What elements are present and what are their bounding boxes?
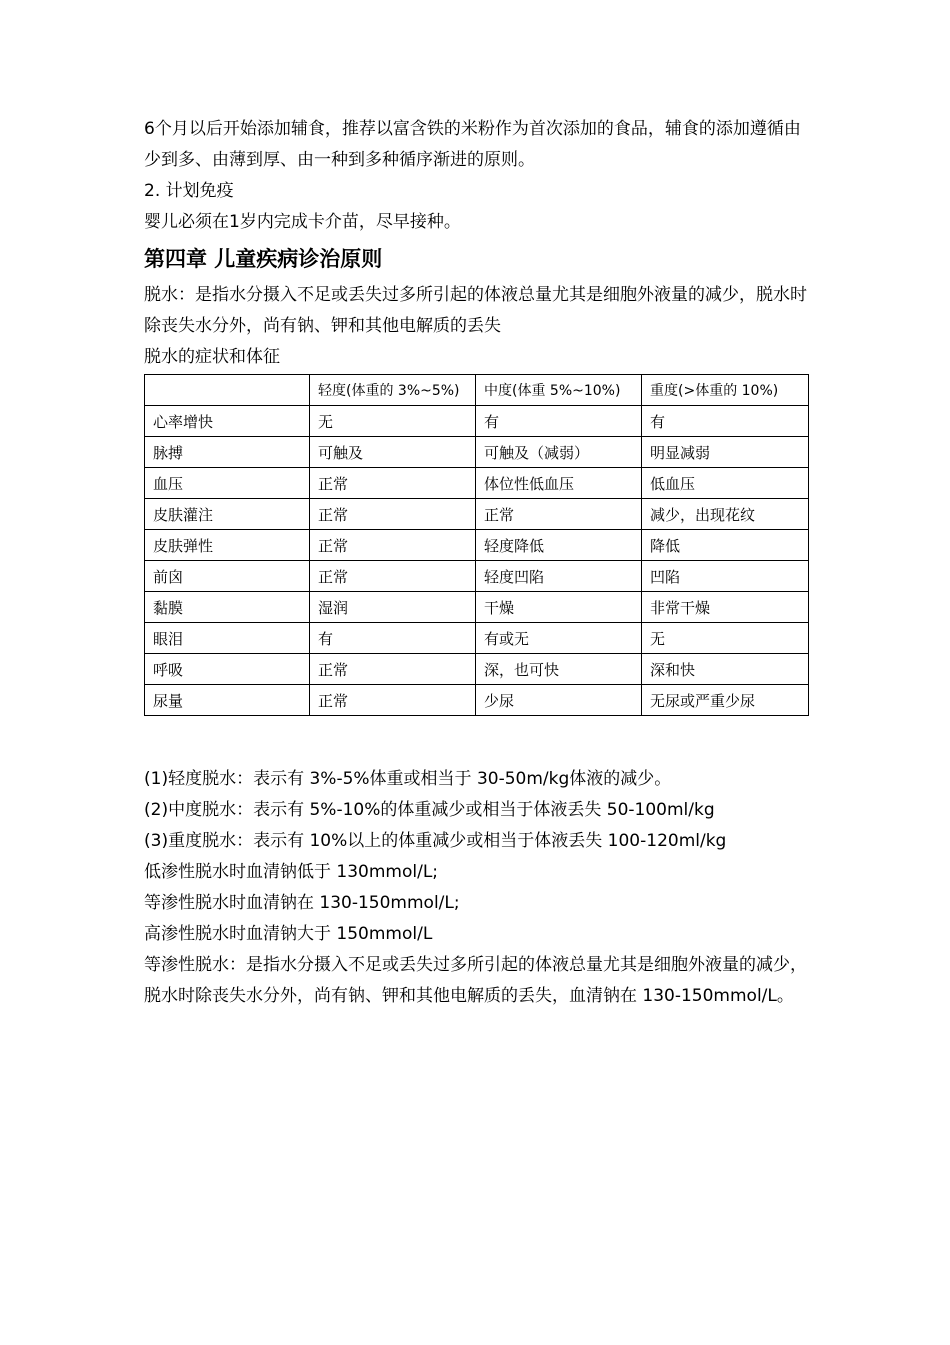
table-row — [145, 437, 809, 468]
dehydration-table — [144, 374, 809, 716]
table-cell: 正常 — [310, 561, 476, 592]
table-cell: 无尿或严重少尿 — [642, 685, 809, 716]
isotonic-note: 等渗性脱水时血清钠在 130-150mmol/L; — [144, 893, 460, 913]
table-cell: 心率增快 — [145, 406, 310, 437]
table-header-cell: 中度(体重 5%~10%) — [476, 375, 642, 406]
mild-dehydration-note: (1)轻度脱水：表示有 3%-5%体重或相当于 30-50m/kg体液的减少。 — [144, 769, 672, 789]
table-row — [145, 530, 809, 561]
table-row — [145, 685, 809, 716]
table-header-cell: 轻度(体重的 3%~5%) — [310, 375, 476, 406]
table-cell: 非常干燥 — [642, 592, 809, 623]
table-cell: 轻度凹陷 — [476, 561, 642, 592]
table-row — [145, 468, 809, 499]
chapter-title: 第四章 儿童疾病诊治原则 — [144, 247, 383, 271]
table-cell: 深和快 — [642, 654, 809, 685]
immunization-subheading: 2. 计划免疫 — [144, 181, 234, 201]
table-row — [145, 623, 809, 654]
dehydration-definition: 脱水：是指水分摄入不足或丢失过多所引起的体液总量尤其是细胞外液量的减少，脱水时除丧失水分外，尚有钠、钾和其他电解质的丢失 — [144, 285, 807, 336]
table-cell: 血压 — [145, 468, 310, 499]
table-cell: 减少，出现花纹 — [642, 499, 809, 530]
table-cell: 降低 — [642, 530, 809, 561]
hypotonic-note: 低渗性脱水时血清钠低于 130mmol/L; — [144, 862, 439, 882]
table-cell: 正常 — [310, 685, 476, 716]
table-cell: 明显减弱 — [642, 437, 809, 468]
table-cell: 可触及 — [310, 437, 476, 468]
table-cell: 可触及（减弱） — [476, 437, 642, 468]
table-header-cell — [145, 375, 310, 406]
table-cell: 正常 — [476, 499, 642, 530]
table-cell: 正常 — [310, 468, 476, 499]
table-cell: 呼吸 — [145, 654, 310, 685]
table-cell: 前囟 — [145, 561, 310, 592]
table-cell: 少尿 — [476, 685, 642, 716]
table-header-row — [145, 375, 809, 406]
table-cell: 无 — [310, 406, 476, 437]
hypertonic-note: 高渗性脱水时血清钠大于 150mmol/L — [144, 924, 433, 944]
spacer — [144, 716, 810, 764]
table-cell: 干燥 — [476, 592, 642, 623]
table-cell: 轻度降低 — [476, 530, 642, 561]
table-cell: 正常 — [310, 499, 476, 530]
table-cell: 皮肤灌注 — [145, 499, 310, 530]
table-cell: 皮肤弹性 — [145, 530, 310, 561]
table-cell: 凹陷 — [642, 561, 809, 592]
table-row — [145, 592, 809, 623]
complementary-food-paragraph: 6个月以后开始添加辅食，推荐以富含铁的米粉作为首次添加的食品，辅食的添加遵循由少到多、由薄到厚、由一种到多种循序渐进的原则。 — [144, 119, 801, 170]
table-cell: 有 — [476, 406, 642, 437]
bcg-vaccine-text: 婴儿必须在1岁内完成卡介苗，尽早接种。 — [144, 212, 461, 232]
table-row — [145, 561, 809, 592]
isotonic-definition: 等渗性脱水：是指水分摄入不足或丢失过多所引起的体液总量尤其是细胞外液量的减少，脱水时除丧失水分外，尚有钠、钾和其他电解质的丢失，血清钠在 130-150mmol/L。 — [144, 955, 807, 1006]
table-cell: 无 — [642, 623, 809, 654]
table-cell: 眼泪 — [145, 623, 310, 654]
table-cell: 深，也可快 — [476, 654, 642, 685]
table-cell: 正常 — [310, 530, 476, 561]
table-caption: 脱水的症状和体征 — [144, 347, 280, 367]
table-row — [145, 654, 809, 685]
table-cell: 有或无 — [476, 623, 642, 654]
table-header-cell: 重度(>体重的 10%) — [642, 375, 809, 406]
table-cell: 黏膜 — [145, 592, 310, 623]
document-page — [144, 114, 810, 1012]
table-cell: 有 — [310, 623, 476, 654]
table-cell: 湿润 — [310, 592, 476, 623]
table-cell: 正常 — [310, 654, 476, 685]
moderate-dehydration-note: (2)中度脱水：表示有 5%-10%的体重减少或相当于体液丢失 50-100ml/kg — [144, 800, 715, 820]
table-row — [145, 406, 809, 437]
table-cell: 体位性低血压 — [476, 468, 642, 499]
table-cell: 脉搏 — [145, 437, 310, 468]
severe-dehydration-note: (3)重度脱水：表示有 10%以上的体重减少或相当于体液丢失 100-120ml/kg — [144, 831, 727, 851]
table-row — [145, 499, 809, 530]
table-cell: 低血压 — [642, 468, 809, 499]
table-cell: 尿量 — [145, 685, 310, 716]
table-cell: 有 — [642, 406, 809, 437]
